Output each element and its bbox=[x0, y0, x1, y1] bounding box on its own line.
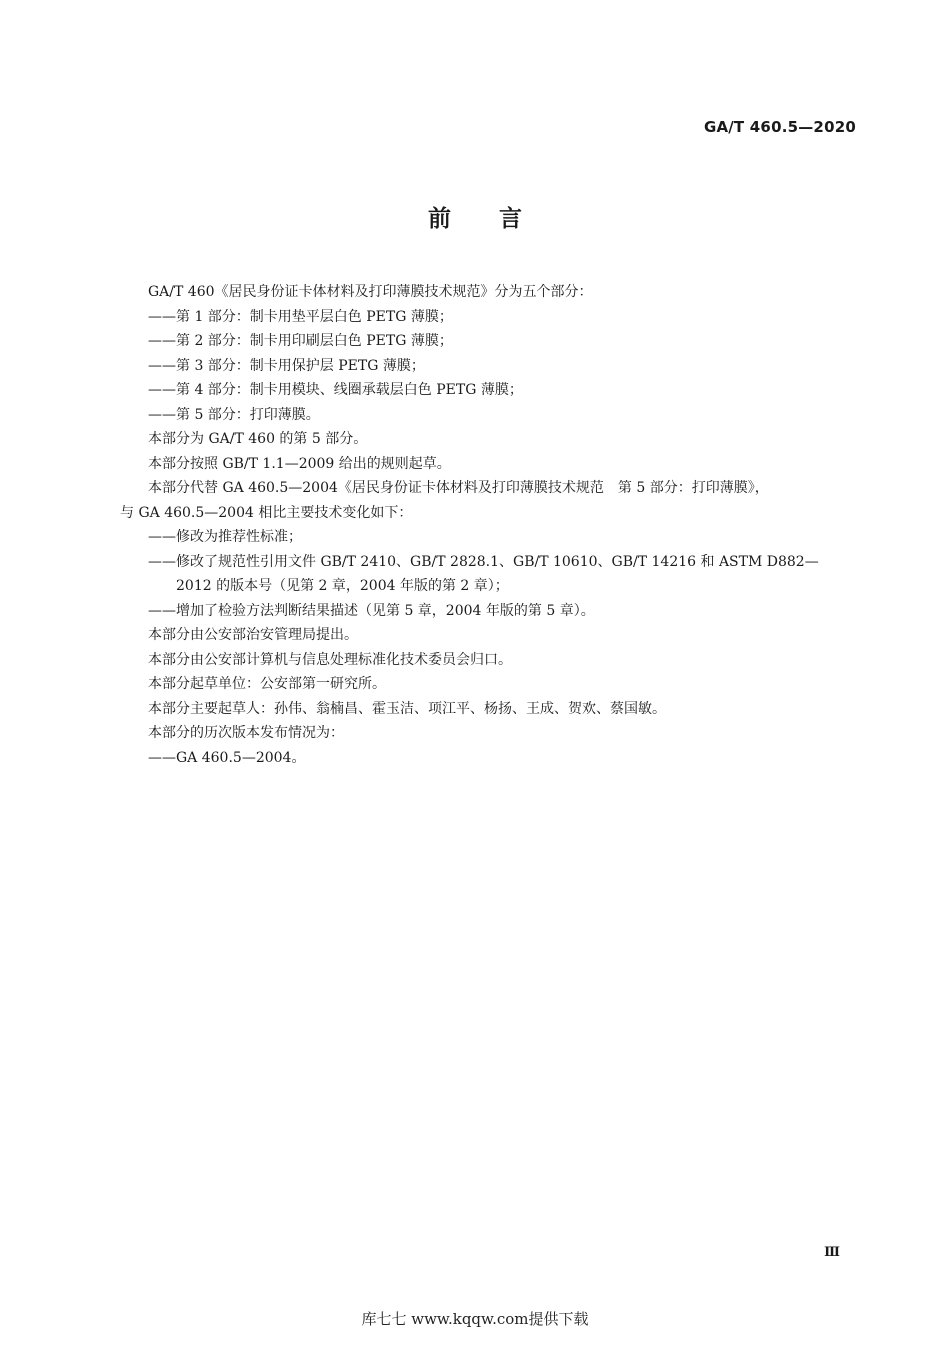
paragraph-replaces-line-1: 本部分代替 GA 460.5—2004《居民身份证卡体材料及打印薄膜技术规范 第 5 部分：打印薄膜》， bbox=[148, 480, 769, 496]
list-item-part-1: ——第 1 部分：制卡用垫平层白色 PETG 薄膜； bbox=[148, 308, 453, 325]
list-item-change-3: ——增加了检验方法判断结果描述（见第 5 章，2004 年版的第 5 章）。 bbox=[148, 602, 595, 619]
page-number: Ⅲ bbox=[824, 1245, 840, 1260]
list-item-change-2-line-2: 2012 的版本号（见第 2 章，2004 年版的第 2 章）； bbox=[176, 578, 509, 594]
paragraph-this-part: 本部分为 GA/T 460 的第 5 部分。 bbox=[148, 431, 368, 447]
paragraph-intro: GA/T 460《居民身份证卡体材料及打印薄膜技术规范》分为五个部分： bbox=[148, 284, 593, 300]
download-watermark: 库七七 www.kqqw.com提供下载 bbox=[361, 1310, 589, 1328]
page-title: 前言 bbox=[428, 206, 570, 232]
paragraph-drafting-rules: 本部分按照 GB/T 1.1—2009 给出的规则起草。 bbox=[148, 455, 451, 472]
list-item-change-1: ——修改为推荐性标准； bbox=[148, 529, 302, 545]
list-item-history-1: ——GA 460.5—2004。 bbox=[148, 749, 306, 766]
list-item-part-4: ——第 4 部分：制卡用模块、线圈承载层白色 PETG 薄膜； bbox=[148, 382, 523, 398]
paragraph-replaces-line-2: 与 GA 460.5—2004 相比主要技术变化如下： bbox=[120, 504, 413, 521]
paragraph-proposed-by: 本部分由公安部治安管理局提出。 bbox=[148, 627, 358, 643]
paragraph-drafting-unit: 本部分起草单位：公安部第一研究所。 bbox=[148, 676, 386, 692]
foreword-body bbox=[120, 280, 860, 770]
list-item-part-5: ——第 5 部分：打印薄膜。 bbox=[148, 406, 320, 423]
paragraph-history-intro: 本部分的历次版本发布情况为： bbox=[148, 725, 344, 741]
list-item-part-2: ——第 2 部分：制卡用印刷层白色 PETG 薄膜； bbox=[148, 333, 453, 349]
list-item-change-2-line-1: ——修改了规范性引用文件 GB/T 2410、GB/T 2828.1、GB/T 10610、GB/T 14216 和 ASTM D882— bbox=[148, 553, 819, 570]
paragraph-centralized-by: 本部分由公安部计算机与信息处理标准化技术委员会归口。 bbox=[148, 651, 512, 668]
document-code: GA/T 460.5—2020 bbox=[703, 118, 856, 136]
list-item-part-3: ——第 3 部分：制卡用保护层 PETG 薄膜； bbox=[148, 357, 425, 374]
paragraph-drafters: 本部分主要起草人：孙伟、翁楠昌、霍玉洁、项江平、杨扬、王成、贺欢、蔡国敏。 bbox=[148, 700, 666, 717]
